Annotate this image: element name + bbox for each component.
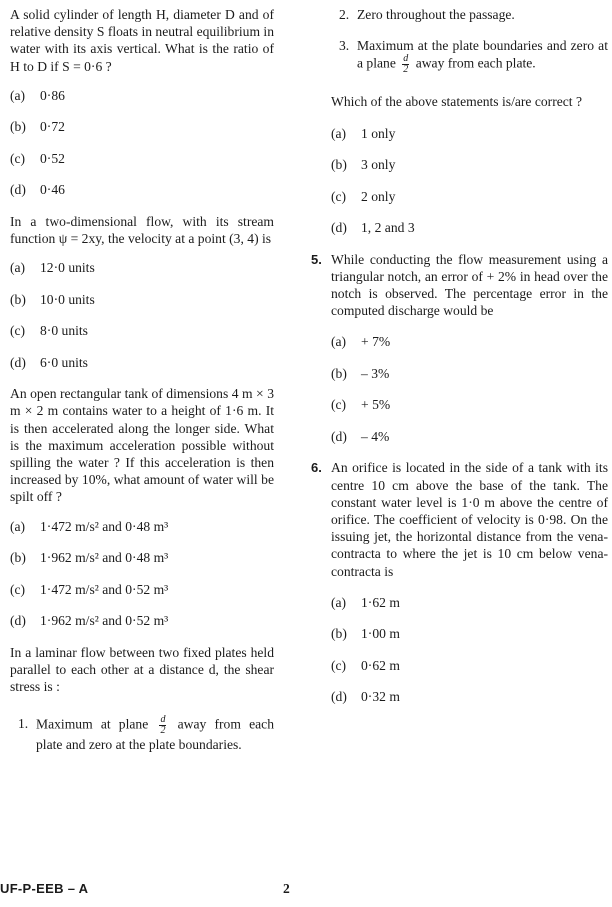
option-label: (d)	[331, 689, 347, 705]
question-stem: An open rectangular tank of dimensions 4 m × 3 m × 2 m contains water to a height of 1·6 m. It is then accelerated along the longer side. What is the maximum acceleration possible without spilling the water ? If this acceleration is then increased by 10%, what amount of water will be spilt off ?	[10, 386, 274, 505]
fraction	[159, 715, 166, 736]
option-text: 0·52	[40, 150, 65, 166]
option-label: (a)	[331, 125, 347, 141]
option-text: 0·32 m	[361, 689, 400, 705]
statement-text: away from each plate and zero at the plate boundaries.	[36, 716, 274, 753]
statement-number: 2.	[339, 7, 350, 22]
option-text: 6·0 units	[40, 354, 88, 370]
option-text: + 7%	[361, 334, 391, 350]
option-text: – 3%	[361, 365, 390, 381]
statement-text: Maximum at the plate boundaries and zero at a plane	[357, 38, 608, 72]
option	[331, 125, 608, 142]
statement-3	[339, 37, 608, 75]
option	[10, 181, 274, 198]
option-text: 1·00 m	[361, 626, 400, 642]
option-label: (a)	[331, 594, 347, 610]
option	[10, 549, 274, 566]
option-text: 0·62 m	[361, 657, 400, 673]
option-text: 12·0 units	[40, 260, 95, 276]
option-label: (a)	[10, 518, 26, 534]
option-label: (d)	[10, 354, 26, 370]
option-label: (c)	[331, 397, 347, 413]
question-stem: A solid cylinder of length H, diameter D and of relative density S floats in neutral equilibrium in water with its axis vertical. What is the ratio of H to D if S = 0·6 ?	[10, 7, 274, 74]
option	[10, 291, 274, 308]
statement-2	[339, 6, 608, 23]
question-2	[4, 213, 274, 371]
option-text: 1·472 m/s² and 0·48 m³	[40, 518, 169, 534]
option-text: 0·86	[40, 87, 65, 103]
fraction-numerator: d	[403, 53, 409, 65]
option-label: (a)	[10, 87, 26, 103]
fraction-denominator: 2	[160, 725, 166, 737]
option-text: – 4%	[361, 428, 390, 444]
option	[331, 625, 608, 642]
page-number: 2	[283, 881, 290, 896]
option-text: 2 only	[361, 188, 396, 204]
option-label: (d)	[10, 613, 26, 629]
fraction	[402, 54, 409, 75]
question-number: 5.	[311, 251, 322, 267]
option-text: + 5%	[361, 397, 391, 413]
option-label: (b)	[331, 626, 347, 642]
question-stem: An orifice is located in the side of a tank with its centre 10 cm above the base of the tank. The constant water level is 1·0 m above the centre of orifice. The coefficient of velocity is 0·98. On the issuing jet, the horizontal distance from the vena-contracta to where the jet is 10 cm below vena-contracta is	[331, 460, 608, 579]
option	[331, 333, 608, 350]
option-label: (c)	[331, 188, 347, 204]
option-label: (a)	[331, 334, 347, 350]
option	[331, 156, 608, 173]
option-label: (c)	[10, 581, 26, 597]
option	[331, 396, 608, 413]
option	[10, 118, 274, 135]
option-label: (c)	[10, 150, 26, 166]
option-label: (b)	[10, 291, 26, 307]
statement-text: Maximum at plane	[36, 716, 149, 732]
question-4-continued	[325, 6, 608, 236]
option-label: (d)	[331, 220, 347, 236]
option	[331, 594, 608, 611]
option-text: 8·0 units	[40, 323, 88, 339]
option	[331, 428, 608, 445]
option-text: 0·72	[40, 119, 65, 135]
question-5	[311, 251, 608, 446]
statement-number: 1.	[18, 716, 29, 732]
question-number: 6.	[311, 460, 322, 476]
option-label: (d)	[331, 428, 347, 444]
question-stem: In a laminar flow between two fixed plates held parallel to each other at a distance d, the shear stress is :	[10, 644, 274, 695]
fraction-denominator: 2	[403, 64, 409, 76]
question-4	[4, 644, 274, 754]
right-column	[311, 6, 608, 720]
option	[10, 354, 274, 371]
option-label: (a)	[10, 260, 26, 276]
statement-text: Zero throughout the passage.	[357, 7, 515, 22]
option-label: (c)	[331, 657, 347, 673]
option-text: 10·0 units	[40, 291, 95, 307]
option-label: (b)	[10, 550, 26, 566]
option-text: 1·472 m/s² and 0·52 m³	[40, 581, 169, 597]
option-label: (b)	[10, 119, 26, 135]
option	[331, 688, 608, 705]
option	[10, 518, 274, 535]
statement-number: 3.	[339, 38, 350, 54]
question-6	[311, 459, 608, 705]
question-3	[4, 385, 274, 629]
statement-1	[18, 715, 274, 753]
option-text: 1·62 m	[361, 594, 400, 610]
question-1	[4, 6, 274, 199]
question-stem: While conducting the flow measurement using a triangular notch, an error of + 2% in head over the notch is observed. The percentage error in the computed discharge would be	[331, 251, 608, 319]
question-stem: In a two-dimensional flow, with its stream function ψ = 2xy, the velocity at a point (3, 4) is	[10, 213, 274, 247]
question-stem: Which of the above statements is/are correct ?	[331, 94, 582, 110]
fraction-numerator: d	[160, 714, 166, 726]
option-text: 3 only	[361, 157, 396, 173]
option-label: (b)	[331, 365, 347, 381]
option	[10, 322, 274, 339]
option-text: 1·962 m/s² and 0·52 m³	[40, 613, 169, 629]
option-label: (b)	[331, 157, 347, 173]
option	[331, 365, 608, 382]
option	[331, 188, 608, 205]
statement-text: away from each plate.	[415, 56, 536, 72]
option	[10, 259, 274, 276]
option	[10, 581, 274, 598]
booklet-code: UF-P-EEB – A	[0, 881, 89, 896]
option	[10, 87, 274, 104]
option	[10, 150, 274, 167]
option-text: 0·46	[40, 182, 65, 198]
option-text: 1 only	[361, 125, 396, 141]
option	[331, 657, 608, 674]
option-text: 1·962 m/s² and 0·48 m³	[40, 550, 169, 566]
option	[331, 219, 608, 236]
option-label: (c)	[10, 323, 26, 339]
option	[10, 612, 274, 629]
option-label: (d)	[10, 182, 26, 198]
option-text: 1, 2 and 3	[361, 220, 415, 236]
left-column	[4, 6, 274, 762]
